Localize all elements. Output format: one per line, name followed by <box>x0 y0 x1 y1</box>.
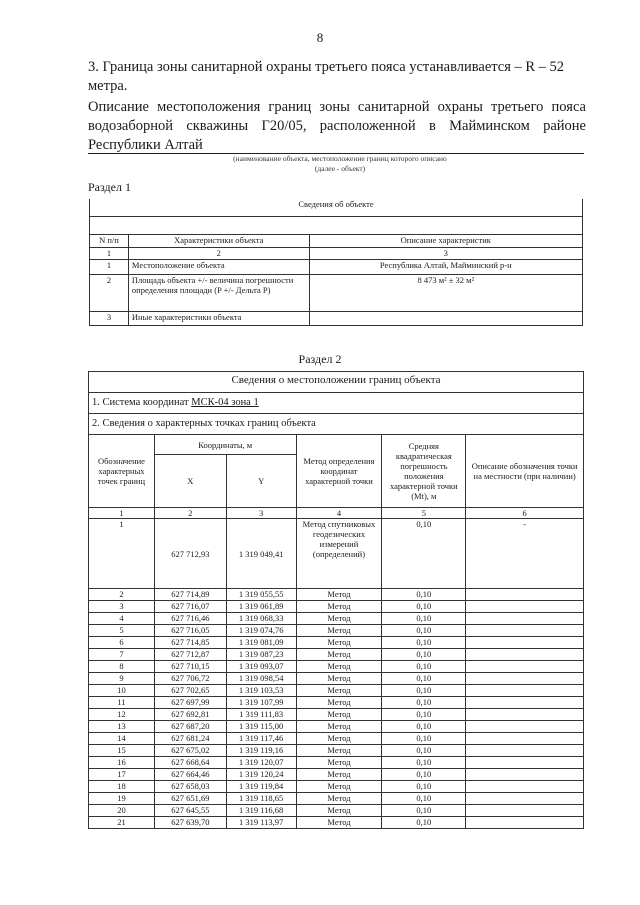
coord-y: 1 319 093,07 <box>226 661 296 673</box>
method: Метод <box>296 769 382 781</box>
method: Метод <box>296 793 382 805</box>
object-info-table-title: Сведения об объекте <box>90 199 583 216</box>
error: 0,10 <box>382 709 466 721</box>
mark <box>466 709 584 721</box>
method: Метод <box>296 673 382 685</box>
mark <box>466 589 584 601</box>
mark: - <box>466 519 584 589</box>
method: Метод <box>296 781 382 793</box>
error: 0,10 <box>382 637 466 649</box>
table-row <box>89 733 584 745</box>
intro-paragraph: 3. Граница зоны санитарной охраны третьего пояса устанавливается – R – 52 метра. <box>88 59 565 94</box>
point-id: 10 <box>89 685 155 697</box>
method: Метод <box>296 745 382 757</box>
method: Метод <box>296 637 382 649</box>
mark <box>466 661 584 673</box>
error: 0,10 <box>382 721 466 733</box>
point-id: 11 <box>89 697 155 709</box>
method: Метод <box>296 625 382 637</box>
mark <box>466 733 584 745</box>
coordinate-system-label: 1. Система координат <box>92 397 192 408</box>
point-id: 6 <box>89 637 155 649</box>
error: 0,10 <box>382 625 466 637</box>
boundary-table-title: Сведения о местоположении границ объекта <box>89 372 584 393</box>
method: Метод <box>296 613 382 625</box>
coord-x: 627 716,07 <box>154 601 226 613</box>
error: 0,10 <box>382 519 466 589</box>
coord-y: 1 319 113,97 <box>226 817 296 829</box>
coord-x: 627 675,02 <box>154 745 226 757</box>
method: Метод <box>296 661 382 673</box>
index-cell: 4 <box>296 508 382 519</box>
point-id: 15 <box>89 745 155 757</box>
mark <box>466 649 584 661</box>
index-cell: 1 <box>89 508 155 519</box>
coord-y: 1 319 119,16 <box>226 745 296 757</box>
row-characteristic: Иные характеристики объекта <box>128 311 309 325</box>
point-id: 12 <box>89 709 155 721</box>
index-cell: 6 <box>466 508 584 519</box>
mark <box>466 637 584 649</box>
header-characteristic: Характеристики объекта <box>128 234 309 247</box>
table-row <box>89 661 584 673</box>
coord-x: 627 714,89 <box>154 589 226 601</box>
mark <box>466 613 584 625</box>
header-num: N п/п <box>90 234 129 247</box>
coord-x: 627 716,46 <box>154 613 226 625</box>
coord-y: 1 319 116,68 <box>226 805 296 817</box>
coord-x: 627 639,70 <box>154 817 226 829</box>
mark <box>466 745 584 757</box>
point-id: 8 <box>89 661 155 673</box>
coord-x: 627 706,72 <box>154 673 226 685</box>
coord-y: 1 319 055,55 <box>226 589 296 601</box>
mark <box>466 721 584 733</box>
point-rows <box>89 589 584 829</box>
coord-x: 627 712,93 <box>154 519 226 589</box>
coord-y: 1 319 117,46 <box>226 733 296 745</box>
coord-y: 1 319 061,89 <box>226 601 296 613</box>
coord-y: 1 319 087,23 <box>226 649 296 661</box>
header-description: Описание характеристик <box>309 234 582 247</box>
method: Метод <box>296 649 382 661</box>
table-row <box>89 613 584 625</box>
coord-x: 627 692,81 <box>154 709 226 721</box>
table-row <box>89 721 584 733</box>
table-row <box>89 625 584 637</box>
coord-x: 627 697,99 <box>154 697 226 709</box>
coord-x: 627 658,03 <box>154 781 226 793</box>
method: Метод <box>296 697 382 709</box>
description-caption <box>140 154 540 174</box>
header-mark: Описание обозначения точки на местности (при наличии) <box>466 435 584 508</box>
point-id: 3 <box>89 601 155 613</box>
spacer-row <box>90 216 583 234</box>
coord-y: 1 319 049,41 <box>226 519 296 589</box>
caption-line-2: (далее - объект) <box>314 164 366 173</box>
table-row <box>89 697 584 709</box>
coord-y: 1 319 107,99 <box>226 697 296 709</box>
row-description: 8 473 м² ± 32 м² <box>309 274 582 311</box>
row-description <box>309 311 582 325</box>
table-row <box>89 769 584 781</box>
mark <box>466 673 584 685</box>
coord-y: 1 319 081,09 <box>226 637 296 649</box>
point-id: 2 <box>89 589 155 601</box>
row-number: 2 <box>90 274 129 311</box>
error: 0,10 <box>382 757 466 769</box>
method: Метод <box>296 805 382 817</box>
error: 0,10 <box>382 793 466 805</box>
row-description: Республика Алтай, Майминский р-н <box>309 259 582 274</box>
error: 0,10 <box>382 661 466 673</box>
error: 0,10 <box>382 745 466 757</box>
coordinate-system-row <box>89 393 584 414</box>
header-point: Обозначение характерных точек границ <box>89 435 155 508</box>
table-row <box>89 793 584 805</box>
point-id: 16 <box>89 757 155 769</box>
coordinate-system-value: МСК-04 зона 1 <box>191 397 259 408</box>
header-method: Метод определения координат характерной точки <box>296 435 382 508</box>
error: 0,10 <box>382 673 466 685</box>
error: 0,10 <box>382 685 466 697</box>
coord-x: 627 681,24 <box>154 733 226 745</box>
coord-x: 627 710,15 <box>154 661 226 673</box>
table-row <box>89 757 584 769</box>
table-row <box>89 673 584 685</box>
index-cell: 1 <box>90 247 129 259</box>
coord-y: 1 319 118,65 <box>226 793 296 805</box>
index-cell: 5 <box>382 508 466 519</box>
coord-y: 1 319 120,24 <box>226 769 296 781</box>
point-id: 7 <box>89 649 155 661</box>
error: 0,10 <box>382 817 466 829</box>
point-id: 18 <box>89 781 155 793</box>
table-row <box>89 685 584 697</box>
table-row <box>89 519 584 589</box>
coord-y: 1 319 111,83 <box>226 709 296 721</box>
coord-y: 1 319 074,76 <box>226 625 296 637</box>
coord-x: 627 712,87 <box>154 649 226 661</box>
coord-x: 627 668,64 <box>154 757 226 769</box>
table-row <box>89 709 584 721</box>
boundary-points-table <box>88 371 584 829</box>
mark <box>466 769 584 781</box>
error: 0,10 <box>382 601 466 613</box>
error: 0,10 <box>382 589 466 601</box>
index-cell: 2 <box>154 508 226 519</box>
table-row <box>89 601 584 613</box>
coord-y: 1 319 115,00 <box>226 721 296 733</box>
table-row <box>89 589 584 601</box>
point-id: 4 <box>89 613 155 625</box>
error: 0,10 <box>382 781 466 793</box>
mark <box>466 757 584 769</box>
row-number: 1 <box>90 259 129 274</box>
point-id: 20 <box>89 805 155 817</box>
mark <box>466 625 584 637</box>
coord-y: 1 319 068,33 <box>226 613 296 625</box>
point-id: 14 <box>89 733 155 745</box>
method: Метод <box>296 601 382 613</box>
point-id: 5 <box>89 625 155 637</box>
coord-x: 627 651,69 <box>154 793 226 805</box>
method: Метод <box>296 685 382 697</box>
table-row <box>89 649 584 661</box>
error: 0,10 <box>382 805 466 817</box>
error: 0,10 <box>382 769 466 781</box>
point-id: 17 <box>89 769 155 781</box>
error: 0,10 <box>382 733 466 745</box>
error: 0,10 <box>382 697 466 709</box>
coord-x: 627 645,55 <box>154 805 226 817</box>
error: 0,10 <box>382 613 466 625</box>
table-row <box>89 805 584 817</box>
point-id: 21 <box>89 817 155 829</box>
mark <box>466 697 584 709</box>
mark <box>466 781 584 793</box>
index-cell: 3 <box>226 508 296 519</box>
row-characteristic: Площадь объекта +/- величина погрешности определения площади (P +/- Дельта P) <box>128 274 309 311</box>
method: Метод <box>296 817 382 829</box>
table-row <box>89 781 584 793</box>
method: Метод <box>296 709 382 721</box>
method: Метод спутниковых геодезических измерений (определений) <box>296 519 382 589</box>
table-row <box>89 745 584 757</box>
object-info-table <box>89 199 583 326</box>
mark <box>466 685 584 697</box>
coord-x: 627 702,65 <box>154 685 226 697</box>
point-id: 19 <box>89 793 155 805</box>
coord-x: 627 687,20 <box>154 721 226 733</box>
coord-x: 627 714,85 <box>154 637 226 649</box>
coord-x: 627 664,46 <box>154 769 226 781</box>
method: Метод <box>296 721 382 733</box>
index-cell: 3 <box>309 247 582 259</box>
point-id: 9 <box>89 673 155 685</box>
table-row <box>89 637 584 649</box>
points-section-label: 2. Сведения о характерных точках границ объекта <box>89 414 584 435</box>
coord-y: 1 319 119,84 <box>226 781 296 793</box>
mark <box>466 805 584 817</box>
description-paragraph: Описание местоположения границ зоны санитарной охраны третьего пояса водозаборной скважины Г20/05, расположенной в Майминском районе Республики Алтай <box>88 99 586 153</box>
table-row <box>89 817 584 829</box>
header-error: Средняя квадратическая погрешность положения характерной точки (Mt), м <box>382 435 466 508</box>
method: Метод <box>296 733 382 745</box>
section-2-title: Раздел 2 <box>298 352 342 366</box>
coord-y: 1 319 098,54 <box>226 673 296 685</box>
row-characteristic: Местоположение объекта <box>128 259 309 274</box>
mark <box>466 601 584 613</box>
coord-y: 1 319 103,53 <box>226 685 296 697</box>
error: 0,10 <box>382 649 466 661</box>
index-cell: 2 <box>128 247 309 259</box>
mark <box>466 793 584 805</box>
mark <box>466 817 584 829</box>
point-id: 1 <box>89 519 155 589</box>
header-coordinates: Координаты, м <box>154 435 296 455</box>
row-number: 3 <box>90 311 129 325</box>
coord-y: 1 319 120,07 <box>226 757 296 769</box>
caption-line-1: (наименование объекта, местоположение границ которого описано <box>233 154 447 163</box>
page-number: 8 <box>316 30 324 45</box>
point-id: 13 <box>89 721 155 733</box>
header-x: X <box>154 455 226 508</box>
header-y: Y <box>226 455 296 508</box>
method: Метод <box>296 757 382 769</box>
method: Метод <box>296 589 382 601</box>
coord-x: 627 716,05 <box>154 625 226 637</box>
section-1-title: Раздел 1 <box>88 180 131 194</box>
